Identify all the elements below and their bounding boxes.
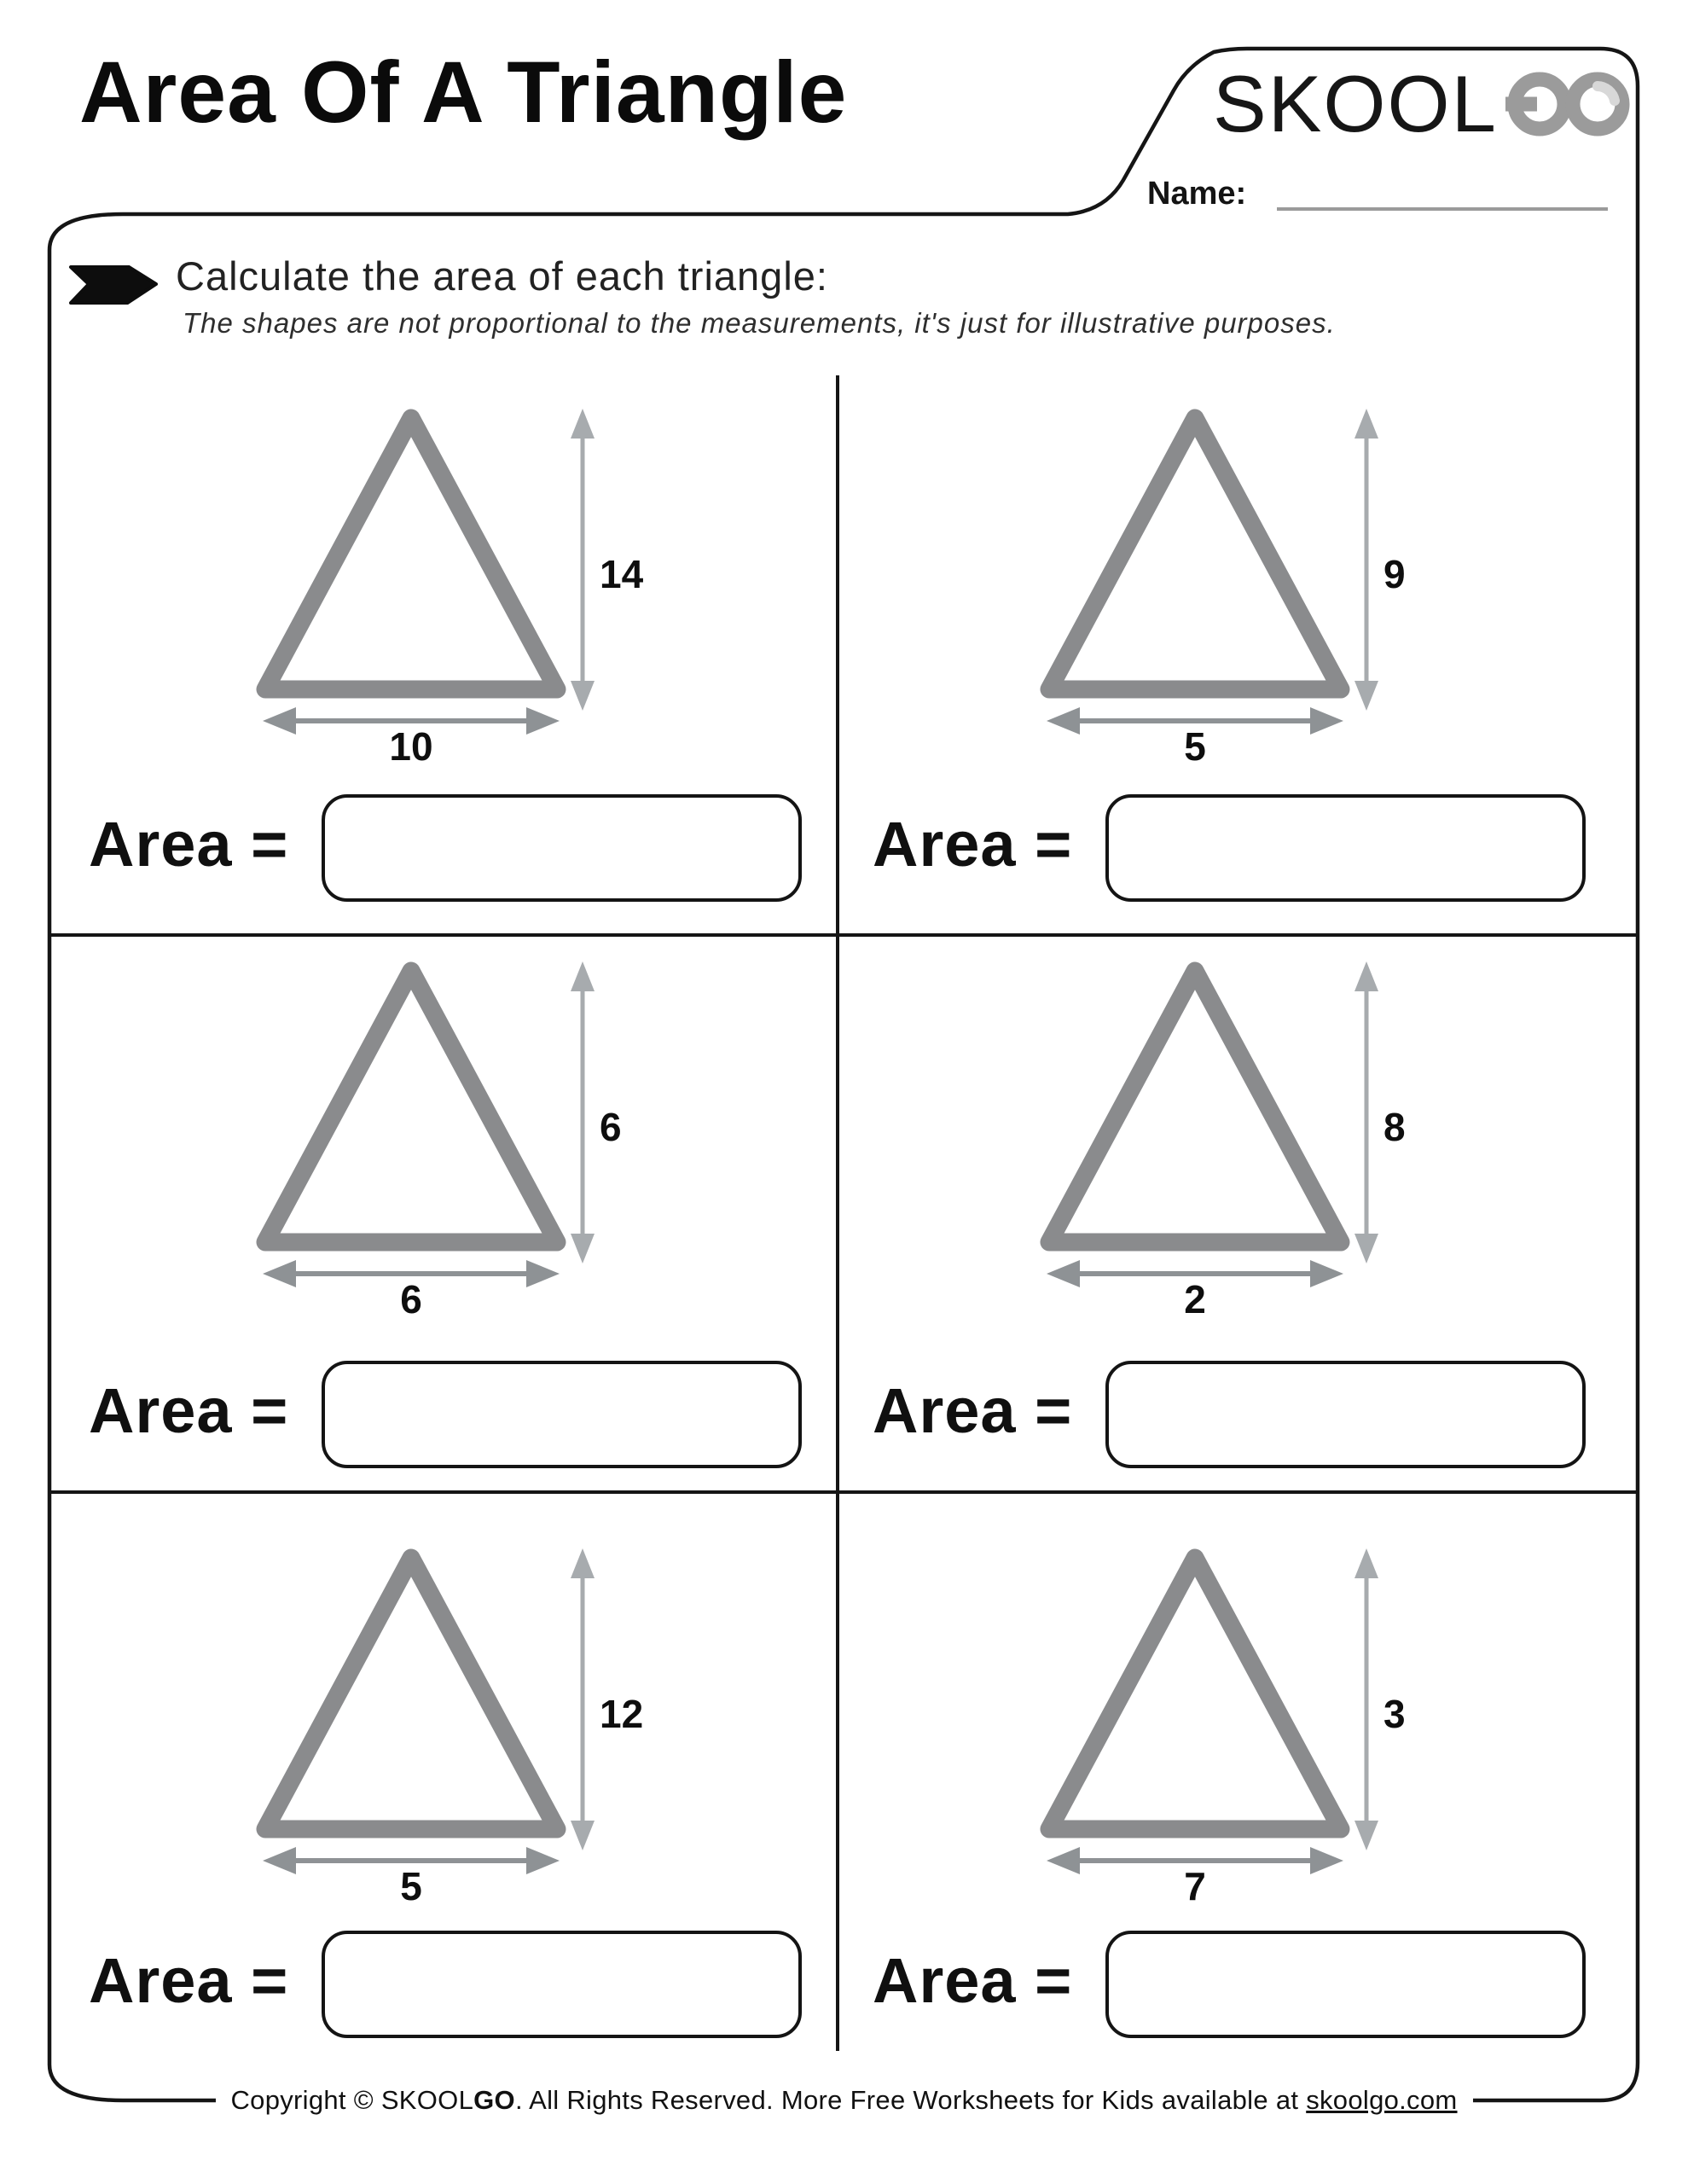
footer-text (215, 2078, 1472, 2123)
triangle-shape (265, 971, 557, 1242)
footer-brand-skool: SKOOL (380, 2085, 474, 2115)
answer-box-4[interactable] (1105, 1361, 1586, 1468)
height-value: 12 (600, 1692, 644, 1736)
answer-box-1[interactable] (322, 794, 802, 902)
height-value: 8 (1383, 1105, 1406, 1149)
footer-middle: . All Rights Reserved. More Free Worksheets for Kids available at (514, 2085, 1307, 2115)
area-row-4 (869, 1356, 1620, 1475)
height-arrow-icon (1354, 1548, 1378, 1850)
base-value: 5 (1184, 724, 1206, 769)
area-label: Area = (89, 809, 289, 880)
triangle-shape (1049, 1558, 1341, 1829)
triangle-shape (265, 1558, 557, 1829)
page-title: Area Of A Triangle (79, 44, 848, 141)
problem-cell-2 (1035, 394, 1479, 795)
logo-text-skool: SKOOL (1213, 59, 1498, 148)
height-arrow-icon (1354, 409, 1378, 711)
height-arrow-icon (571, 961, 595, 1263)
height-value: 9 (1383, 552, 1406, 596)
base-value: 10 (389, 724, 433, 769)
height-value: 14 (600, 552, 644, 596)
answer-box-6[interactable] (1105, 1931, 1586, 2038)
triangle-figure (1035, 1534, 1411, 1901)
area-row-3 (85, 1356, 836, 1475)
area-label: Area = (873, 1945, 1073, 2016)
area-row-1 (85, 789, 836, 909)
area-label: Area = (873, 1375, 1073, 1446)
instruction-text: Calculate the area of each triangle: (176, 253, 828, 299)
footer-link[interactable]: skoolgo.com (1306, 2085, 1458, 2115)
answer-box-5[interactable] (322, 1931, 802, 2038)
triangle-figure (252, 1534, 627, 1901)
instruction-note: The shapes are not proportional to the measurements, it's just for illustrative purposes. (183, 307, 1336, 339)
problem-cell-6 (1035, 1534, 1479, 1935)
problem-cell-1 (252, 394, 695, 795)
height-arrow-icon (571, 1548, 595, 1850)
triangle-figure (1035, 394, 1411, 761)
name-input-line[interactable] (1277, 207, 1608, 211)
height-value: 3 (1383, 1692, 1406, 1736)
triangle-shape (1049, 971, 1341, 1242)
triangle-figure (252, 394, 627, 761)
problem-cell-3 (252, 947, 695, 1348)
area-label: Area = (873, 809, 1073, 880)
area-row-2 (869, 789, 1620, 909)
height-arrow-icon (571, 409, 595, 711)
triangle-figure (1035, 947, 1411, 1314)
base-value: 5 (400, 1864, 422, 1908)
base-value: 2 (1184, 1277, 1206, 1321)
triangle-figure (252, 947, 627, 1314)
answer-box-2[interactable] (1105, 794, 1586, 902)
problem-cell-5 (252, 1534, 695, 1935)
logo-go-icon (1501, 59, 1631, 149)
area-label: Area = (89, 1375, 289, 1446)
triangle-shape (1049, 418, 1341, 689)
problem-cell-4 (1035, 947, 1479, 1348)
area-label: Area = (89, 1945, 289, 2016)
area-row-5 (85, 1926, 836, 2045)
area-row-6 (869, 1926, 1620, 2045)
answer-box-3[interactable] (322, 1361, 802, 1468)
base-value: 6 (400, 1277, 422, 1321)
footer-prefix: Copyright © (230, 2085, 381, 2115)
footer-brand-go: GO (473, 2085, 515, 2115)
triangle-shape (265, 418, 557, 689)
height-value: 6 (600, 1105, 622, 1149)
lens-highlight (1598, 86, 1615, 101)
base-value: 7 (1184, 1864, 1206, 1908)
instruction-arrow-icon (68, 265, 159, 305)
name-label: Name: (1147, 176, 1247, 212)
brand-logo (1213, 55, 1631, 154)
height-arrow-icon (1354, 961, 1378, 1263)
